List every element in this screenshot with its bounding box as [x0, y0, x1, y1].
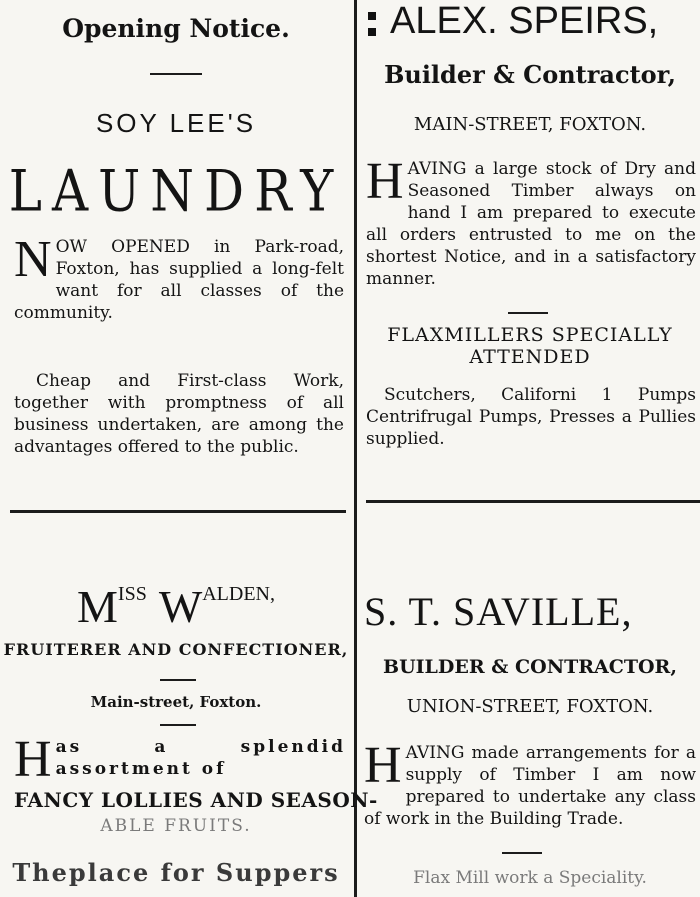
print-mark	[368, 12, 376, 20]
saville-tagline: Flax Mill work a Speciality.	[413, 868, 647, 888]
paragraph-text: AVING a large stock of Dry and Seasoned Timber always on hand I am prepared to execute all orders entrusted to me on the shortest Notice, and in a satisfactory manner.	[366, 159, 696, 289]
flaxmillers-line-1: FLAXMILLERS SPECIALLY	[387, 324, 673, 346]
name-small: ALDEN,	[202, 583, 275, 605]
walden-trade: FRUITERER AND CONFECTIONER,	[3, 640, 349, 659]
speirs-name: ALEX. SPEIRS,	[390, 0, 659, 42]
name-letter: W	[158, 581, 203, 632]
walden-items-2: ABLE FRUITS.	[100, 816, 252, 836]
speirs-items: Scutchers, Californi 1 Pumps Centrifrugal Pumps, Presses a Pullies supplied.	[366, 385, 696, 449]
paragraph-text: AVING made arrangements for a supply of Timber I am now prepared to undertake any class of work in the Building Trade.	[364, 743, 696, 829]
divider	[160, 679, 196, 681]
paragraph-text: as a splendid assortment of	[55, 737, 346, 779]
walden-name	[0, 580, 352, 633]
dropcap: N	[14, 231, 52, 288]
speirs-address: MAIN-STREET, FOXTON.	[413, 114, 647, 135]
walden-address: Main-street, Foxton.	[90, 693, 262, 711]
walden-tagline: Theplace for Suppers	[12, 858, 340, 887]
column-divider	[354, 0, 357, 897]
dropcap: H	[364, 737, 402, 794]
right-column	[360, 0, 700, 897]
saville-name: S. T. SAVILLE,	[364, 589, 633, 634]
laundry-paragraph-2: Cheap and First-class Work, together with promptness of all business undertaken, are among the advantages offered to the public.	[14, 371, 344, 457]
walden-items: FANCY LOLLIES AND SEASON-	[14, 788, 378, 812]
divider	[160, 724, 196, 726]
walden-paragraph	[14, 731, 346, 788]
speirs-trade: Builder & Contractor,	[384, 60, 676, 89]
saville-trade: BUILDER & CONTRACTOR,	[383, 656, 677, 678]
speirs-paragraph	[366, 153, 696, 290]
proprietor-name: SOY LEE'S	[95, 108, 257, 138]
divider	[150, 73, 202, 75]
print-mark	[368, 28, 376, 36]
saville-address: UNION-STREET, FOXTON.	[406, 696, 654, 717]
section-rule	[366, 500, 700, 503]
saville-paragraph	[364, 737, 696, 830]
dropcap: H	[366, 153, 404, 210]
divider	[508, 312, 548, 314]
name-small: ISS	[117, 583, 147, 605]
name-letter: M	[77, 581, 118, 632]
opening-notice-heading: Opening Notice.	[62, 14, 290, 43]
paragraph-text: OW OPENED in Park-road, Foxton, has supplied a long-felt want for all classes of the community.	[14, 237, 344, 323]
dropcap: H	[14, 731, 52, 788]
laundry-title: LAUNDRY	[8, 157, 344, 225]
section-rule	[10, 510, 346, 513]
divider	[502, 852, 542, 854]
flaxmillers-line-2: ATTENDED	[469, 346, 591, 368]
laundry-paragraph-1	[14, 231, 344, 324]
